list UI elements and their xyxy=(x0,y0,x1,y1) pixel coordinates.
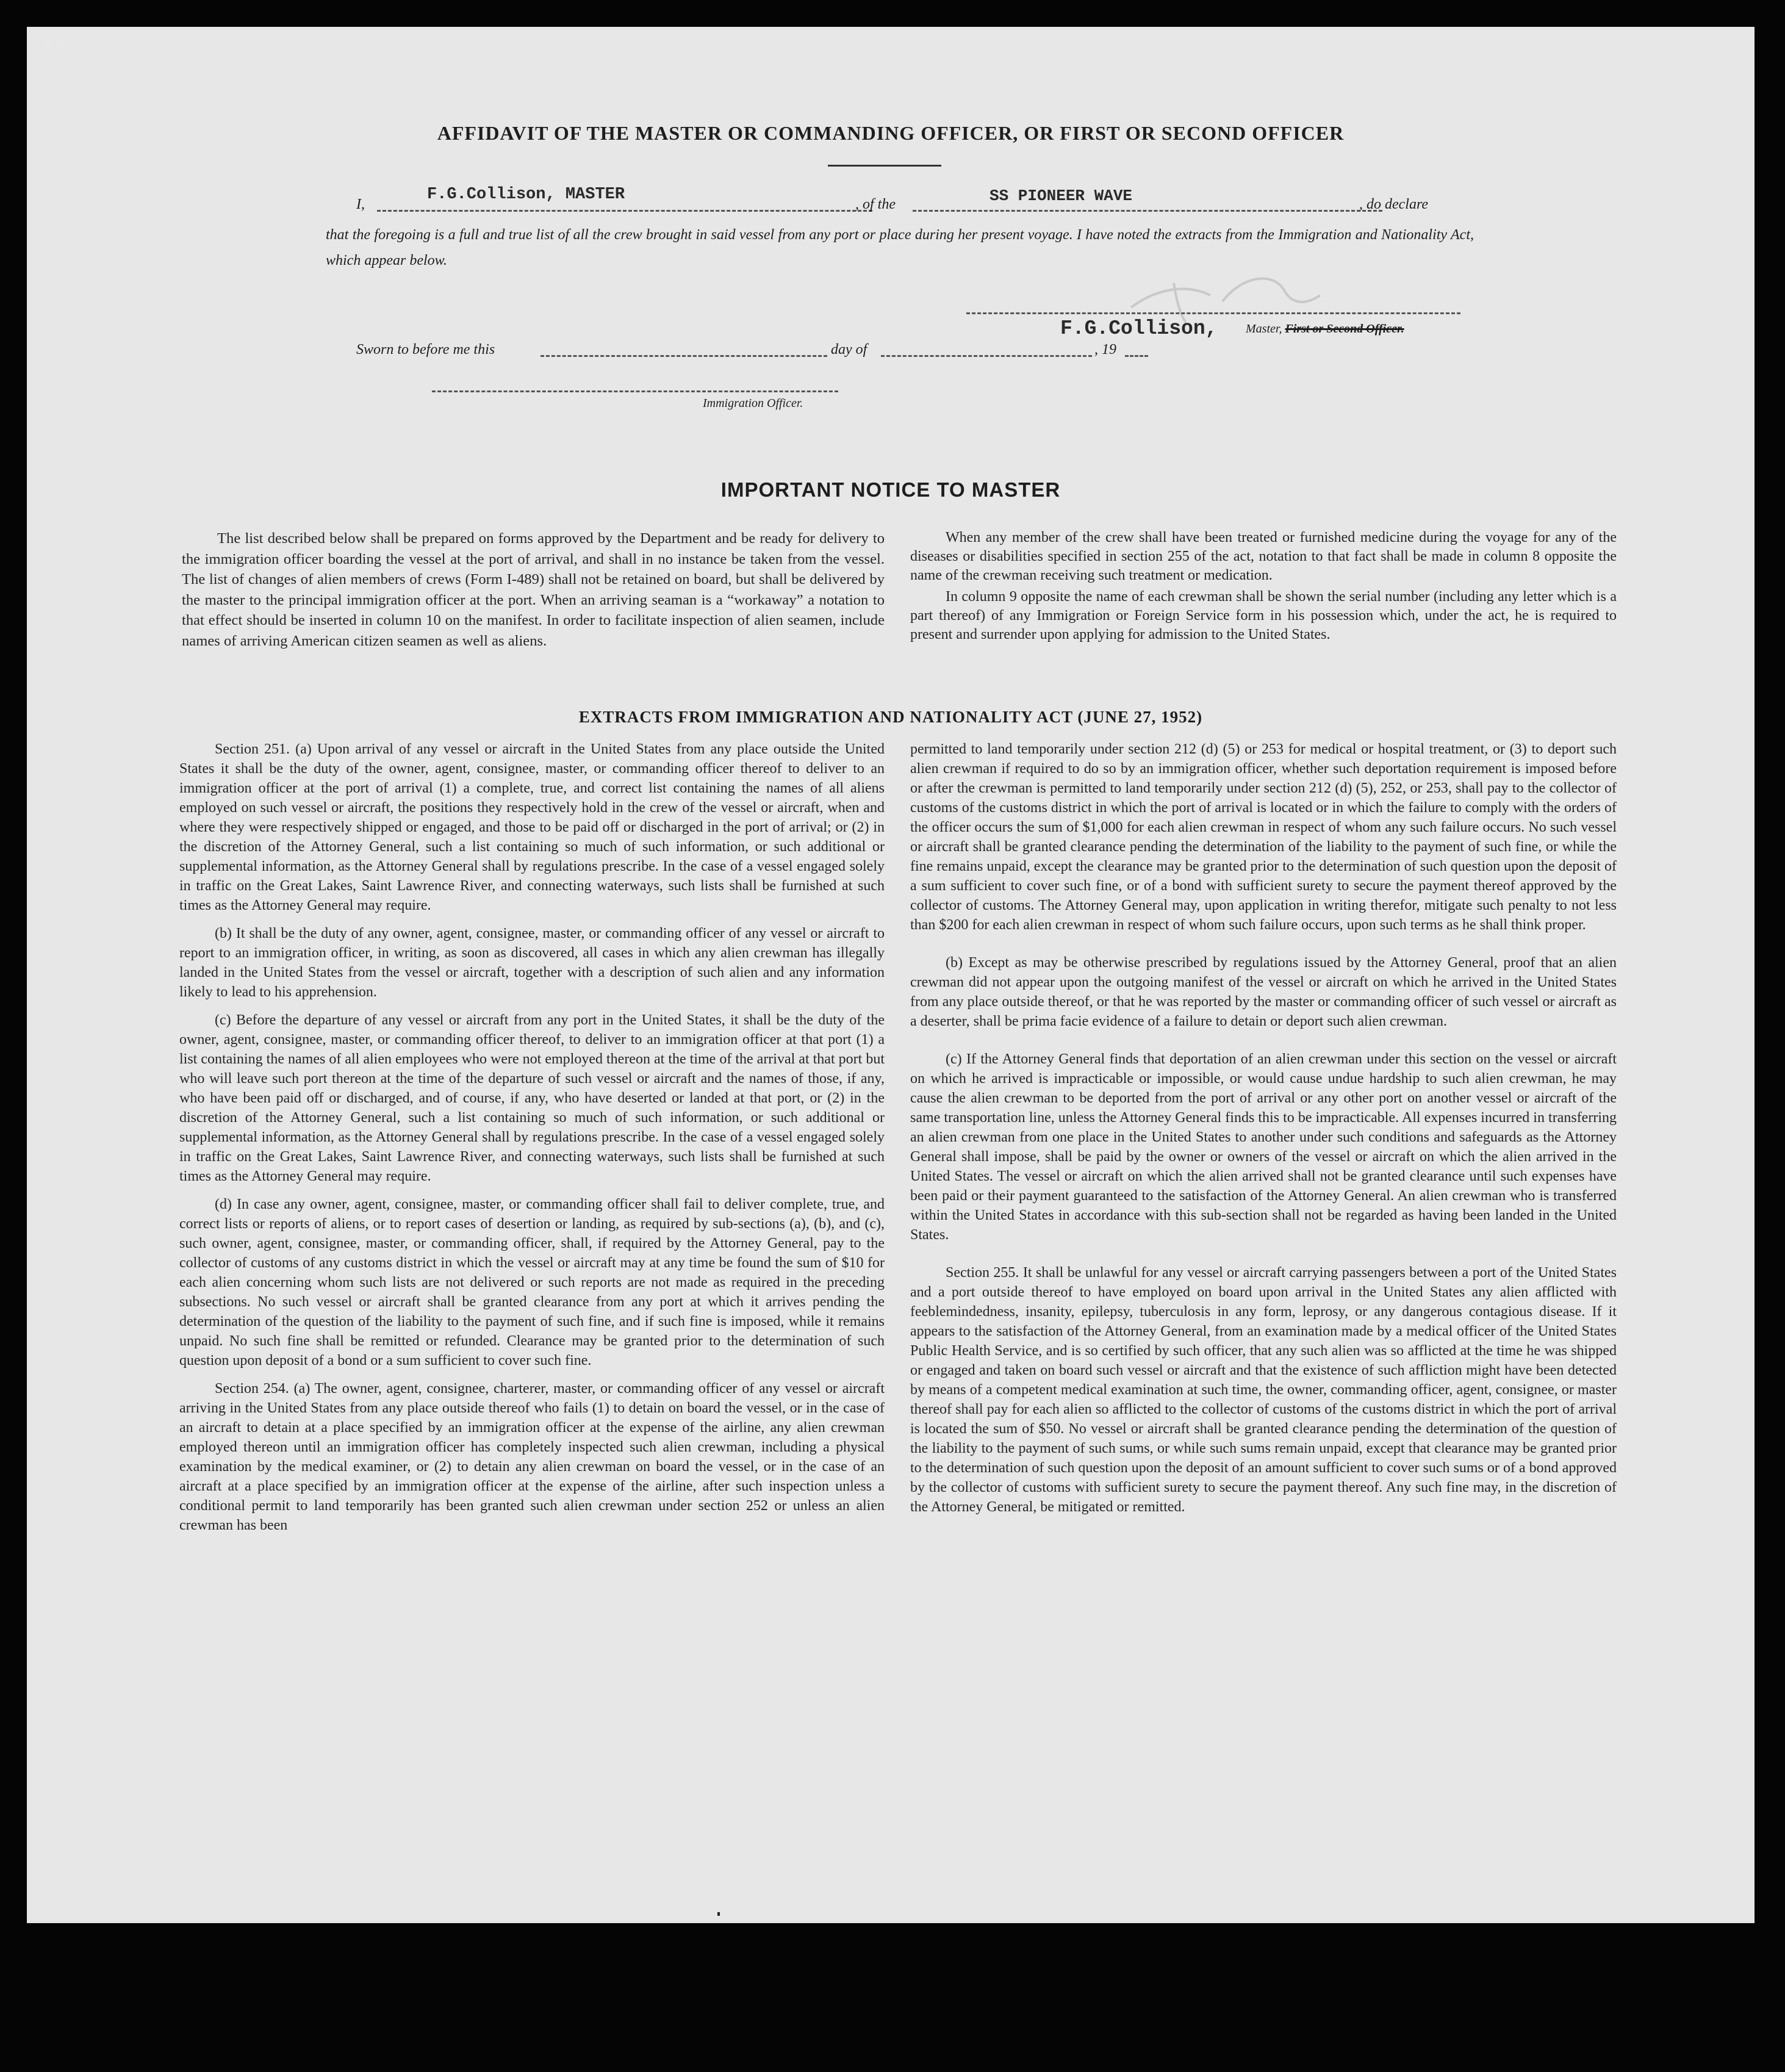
section-251-d: (d) In case any owner, agent, consignee, master, or commanding officer shall fail to deliver complete, true, and correct lists or reports of aliens, or to report cases of desertion or landing, as required by sub-sections (a), (b), and (c), such owner, agent, consignee, master, or commanding officer, shall, if required by the Attorney General, pay to the collector of customs of any customs district in which the vessel or aircraft may at any time be found the sum of $10 for each alien concerning whom such lists are not delivered or such reports are not made as required in the preceding subsections. No such vessel or aircraft shall be granted clearance from any port at which it arrives pending the determination of the question of the liability to the payment of such fine, and if such fine is imposed, while it remains unpaid. No such fine shall be remitted or refunded. Clearance may be granted prior to the determination of such question upon deposit of a bond or a sum sufficient to cover such fine. xyxy=(179,1196,885,1369)
master-name-value: F.G.Collison, MASTER xyxy=(427,185,625,204)
section-254-c: (c) If the Attorney General finds that deportation of an alien crewman under this section on the vessel or aircraft on which he arrived is impracticable or impossible, or would cause undue hardship to such alien crewman, he may cause the alien crewman to be deported from the port of arrival or any other port on another vessel or aircraft of the same transportation line, unless the Attorney General finds this to be impracticable. All expenses incurred in transferring an alien crewman from one place in the United States to another under such conditions and safeguards as the Attorney General shall impose, shall be paid by the owner or owners of the vessel or aircraft on which the alien arrived in the United States. The vessel or aircraft on which the alien arrived shall not be granted clearance until such expenses have been paid or their payment guaranteed to the satisfaction of the Attorney General. An alien crewman who is transferred within the United States in accordance with this sub-section shall not be regarded as having been landed in the United States. xyxy=(910,1051,1617,1243)
section-254-a-continued: permitted to land temporarily under section 212 (d) (5) or 253 for medical or hospital treatment, or (3) to deport such alien crewman if required to do so by an immigration officer, whether such deportation requirement is imposed before or after the crewman is permitted to land temporarily under section 212 (d) (5), 252, or 253, shall pay to the collector of customs of the customs district in which the port of arrival is located or in which the failure to comply with the orders of the officer occurs the sum of $1,000 for each alien crewman in respect of whom any such failure occurs. No such vessel or aircraft shall be granted clearance pending the determination of the liability to the payment of such fine, or while the fine remains unpaid, except the clearance may be granted prior to the determination of such question upon the deposit of a sum sufficient to cover such fine, or of a bond with sufficient surety to secure the payment thereof approved by the collector of customs. The Attorney General may, upon application in writing therefor, mitigate such penalty to not less than $200 for each alien crewman in respect of whom such failure occurs, upon such terms as he shall think proper. xyxy=(910,741,1617,933)
do-declare-label: , do declare xyxy=(1359,196,1429,212)
vessel-name-line xyxy=(913,210,1382,212)
immigration-officer-line xyxy=(432,390,838,392)
year-label: , 19 xyxy=(1094,342,1116,358)
signature-role-prefix: Master, xyxy=(1246,322,1282,336)
notice-right-paragraph-1: When any member of the crew shall have been treated or furnished medicine during the voyage for any of the diseases or disabilities specified in section 255 of the act, notation to that fact shall be made in column 8 opposite the name of the crewman receiving such treatment or medication. xyxy=(910,530,1617,583)
section-251-c: (c) Before the departure of any vessel or aircraft from any port in the United States, it shall be the duty of the owner, agent, consignee, master, or commanding officer thereof, to deliver to an immigration officer at that port (1) a list containing the names of all alien employees who were not employed thereon at the time of the arrival at that port but who will leave such port thereon at the time of the departure of such vessel or aircraft and the names of those, if any, who have been paid off or discharged, and of course, if any, who have deserted or landed at that port, or (2) in the discretion of the Attorney General, such a list containing so much of such information, or such additional or supplemental information, as the Attorney General shall by regulations prescribe. In the case of a vessel engaged solely in traffic on the Great Lakes, Saint Lawrence River, and connecting waterways, such lists shall be furnished at such times as the Attorney General may require. xyxy=(179,1012,885,1184)
section-254-a: Section 254. (a) The owner, agent, consignee, charterer, master, or commanding officer of any vessel or aircraft arriving in the United States from any place outside thereof who fails (1) to detain on board the vessel, or in the case of an aircraft to detain at a place specified by an immigration officer at the expense of the airline, any alien crewman employed thereon until an immigration officer has completely inspected such alien crewman, including a physical examination by the medical examiner, or (2) to detain any alien crewman on board the vessel, or in the case of an aircraft at a place specified by an immigration officer at the expense of the airline, after such inspection unless a conditional permit to land temporarily has been granted such alien crewman under section 252 or unless an alien crewman has been xyxy=(179,1381,885,1533)
document-page xyxy=(27,27,1754,1923)
year-line xyxy=(1125,355,1148,357)
month-line xyxy=(881,355,1092,357)
notice-left-column xyxy=(182,528,885,660)
of-the-label: , of the xyxy=(855,196,896,212)
scan-artifact-right: · · xyxy=(1684,33,1696,48)
section-254-b: (b) Except as may be otherwise prescribed by regulations issued by the Attorney General, proof that an alien crewman did not appear upon the outgoing manifest of the vessel or aircraft on which he arrived in the United States from any place outside thereof, or that he was reported by the master or commanding officer of such vessel or aircraft as a deserter, shall be prima facie evidence of a failure to detain or deport such alien crewman. xyxy=(910,955,1617,1029)
section-251-a: Section 251. (a) Upon arrival of any vessel or aircraft in the United States from any place outside the United States it shall be the duty of the owner, agent, consignee, master, or commanding officer thereof to deliver to an immigration officer at the port of arrival (1) a complete, true, and correct list containing the names of all aliens employed on such vessel or aircraft, the positions they respectively hold in the crew of the vessel or aircraft, when and where they were respectively shipped or engaged, and those to be paid off or discharged in the port of arrival; or (2) in the discretion of the Attorney General, such a list containing so much of such information, or such additional or supplemental information, as the Attorney General shall by regulations prescribe. In the case of a vessel engaged solely in traffic on the Great Lakes, Saint Lawrence River, and connecting waterways, such lists shall be furnished at such times as the Attorney General may require. xyxy=(179,741,885,913)
signature-role-struck: First or Second Officer. xyxy=(1285,322,1404,336)
sworn-day-line xyxy=(541,355,827,357)
signature-typed-name: F.G.Collison, xyxy=(1060,317,1218,340)
declaration-text: that the foregoing is a full and true list of all the crew brought in said vessel from any port or place during her present voyage. I have noted the extracts from the Immigration and Nationality Act, which appear below. xyxy=(326,227,1474,268)
extracts-title: EXTRACTS FROM IMMIGRATION AND NATIONALITY ACT (JUNE 27, 1952) xyxy=(578,708,1203,726)
immigration-officer-label: Immigration Officer. xyxy=(703,397,803,410)
title-underline xyxy=(828,165,941,167)
notice-title: IMPORTANT NOTICE TO MASTER xyxy=(720,478,1061,501)
master-name-line xyxy=(377,210,872,212)
section-255: Section 255. It shall be unlawful for any vessel or aircraft carrying passengers between a port of the United States and a port outside thereof to have employed on board upon arrival in the United States any alien afflicted with feeblemindedness, insanity, epilepsy, tuberculosis in any form, leprosy, or any dangerous contagious disease. If it appears to the satisfaction of the Attorney General, from an examination made by a medical officer of the United States Public Health Service, and is so certified by such officer, that any such alien was so afflicted at the time he was shipped or engaged and taken on board such vessel or aircraft and that the existence of such affliction might have been detected by means of a competent medical examination at such time, the owner, commanding officer, agent, consignee, or master thereof shall pay for each alien so afflicted to the collector of customs of the customs district in which the port of arrival is located the sum of $50. No vessel or aircraft shall be granted clearance pending the determination of the question of the liability to the payment of such sums, or while such sums remain unpaid, except that clearance may be granted prior to the determination of such question upon the deposit of an amount sufficient to cover such sums or of a bond approved by the collector of customs with sufficient surety to secure the payment thereof. Any such fine may, in the discretion of the Attorney General, be mitigated or remitted. xyxy=(910,1265,1617,1515)
day-of-label: day of xyxy=(831,342,867,358)
affidavit-title: AFFIDAVIT OF THE MASTER OR COMMANDING OFFICER, OR FIRST OR SECOND OFFICER xyxy=(437,122,1345,144)
notice-left-paragraph: The list described below shall be prepared on forms approved by the Department and be ready for delivery to the immigration officer boarding the vessel at the port of arrival, and shall in no instance be taken from the vessel. The list of changes of alien members of crews (Form I-489) shall not be retained on board, but shall be delivered by the master to the principal immigration officer at the port. When an arriving seaman is a “workaway” a notation to that effect should be inserted in column 10 on the manifest. In order to facilitate inspection of alien seamen, include names of arriving American citizen seamen as well as aliens. xyxy=(182,530,885,649)
notice-right-paragraph-2: In column 9 opposite the name of each crewman shall be shown the serial number (including any letter which is a part thereof) of any Immigration or Foreign Service form in his possession which, under the act, he is required to present and surrender upon applying for admission to the United States. xyxy=(910,589,1617,642)
signature-role xyxy=(1246,322,1404,336)
vessel-name-value: SS PIONEER WAVE xyxy=(989,187,1133,205)
extracts-right-column xyxy=(910,739,1617,1525)
bottom-mark xyxy=(717,1912,720,1916)
extracts-left-column xyxy=(179,739,885,1544)
i-label: I, xyxy=(356,196,365,212)
notice-right-column xyxy=(910,528,1617,653)
sworn-label: Sworn to before me this xyxy=(356,342,495,358)
signature-line xyxy=(966,312,1460,314)
scan-artifact-left: ▪ ▪ · xyxy=(43,37,71,51)
section-251-b: (b) It shall be the duty of any owner, agent, consignee, master, or commanding officer of any vessel or aircraft to report to an immigration officer, in writing, as soon as discovered, all cases in which any alien crewman has illegally landed in the United States from the vessel or aircraft, together with a description of such alien and any information likely to lead to his apprehension. xyxy=(179,926,885,1000)
